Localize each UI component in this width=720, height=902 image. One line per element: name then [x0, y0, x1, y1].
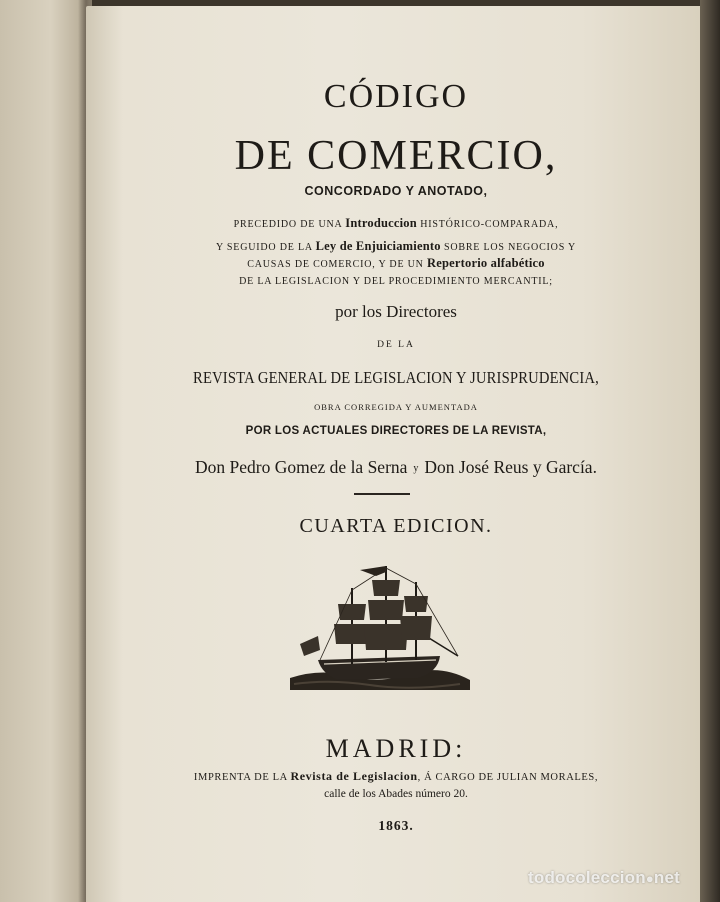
preceded-line — [86, 216, 706, 231]
printer-part-c: , Á CARGO DE JULIAN MORALES, — [417, 772, 599, 783]
ship-engraving-icon — [290, 560, 470, 710]
preceded-part-a: PRECEDIDO DE UNA — [233, 219, 346, 230]
preceded-part-b: Introduccion — [345, 216, 417, 230]
place: MADRID: — [325, 734, 467, 763]
revised-note: OBRA CORREGIDA Y AUMENTADA — [314, 402, 478, 412]
printer-part-b: Revista de Legislacion — [290, 769, 418, 783]
de-la: DE LA — [377, 340, 415, 350]
watermark-suffix: net — [653, 868, 681, 887]
causes-part-a: CAUSAS DE COMERCIO, Y DE UN — [247, 259, 428, 270]
journal-name: REVISTA GENERAL DE LEGISLACION Y JURISPRUDENCIA, — [193, 368, 599, 387]
preceded-part-c: HISTÓRICO-COMPARADA, — [416, 219, 559, 230]
publication-year: 1863. — [378, 818, 414, 833]
current-directors: POR LOS ACTUALES DIRECTORES DE LA REVISTA, — [245, 425, 547, 437]
street-address: calle de los Abades número 20. — [324, 788, 468, 800]
title-line-2: DE COMERCIO, — [234, 133, 558, 179]
author-1: Don Pedro Gomez de la Serna — [195, 457, 408, 477]
followed-part-c: SOBRE LOS NEGOCIOS Y — [440, 242, 577, 253]
watermark-dot: ● — [645, 871, 654, 886]
followed-part-a: Y SEGUIDO DE LA — [215, 242, 316, 253]
edition: CUARTA EDICION. — [299, 515, 493, 537]
title-line-1: CÓDIGO — [323, 78, 469, 115]
followed-part-b: Ley de Enjuiciamiento — [315, 239, 441, 253]
causes-part-b: Repertorio alfabético — [427, 256, 545, 270]
printer-part-a: IMPRENTA DE LA — [193, 772, 291, 783]
author-2: Don José Reus y García. — [424, 457, 597, 477]
by-directors: por los Directores — [335, 302, 457, 321]
legislation-line: DE LA LEGISLACION Y DEL PROCEDIMIENTO MERCANTIL; — [239, 276, 553, 287]
causes-line — [86, 256, 706, 271]
authors-line — [86, 457, 706, 478]
subtitle: CONCORDADO Y ANOTADO, — [304, 184, 488, 198]
divider-rule — [354, 493, 410, 495]
watermark-prefix: todocoleccion — [528, 868, 646, 887]
followed-line — [86, 239, 706, 254]
printer-line — [86, 769, 706, 784]
watermark — [528, 868, 680, 888]
author-conjunction: y — [413, 463, 419, 475]
